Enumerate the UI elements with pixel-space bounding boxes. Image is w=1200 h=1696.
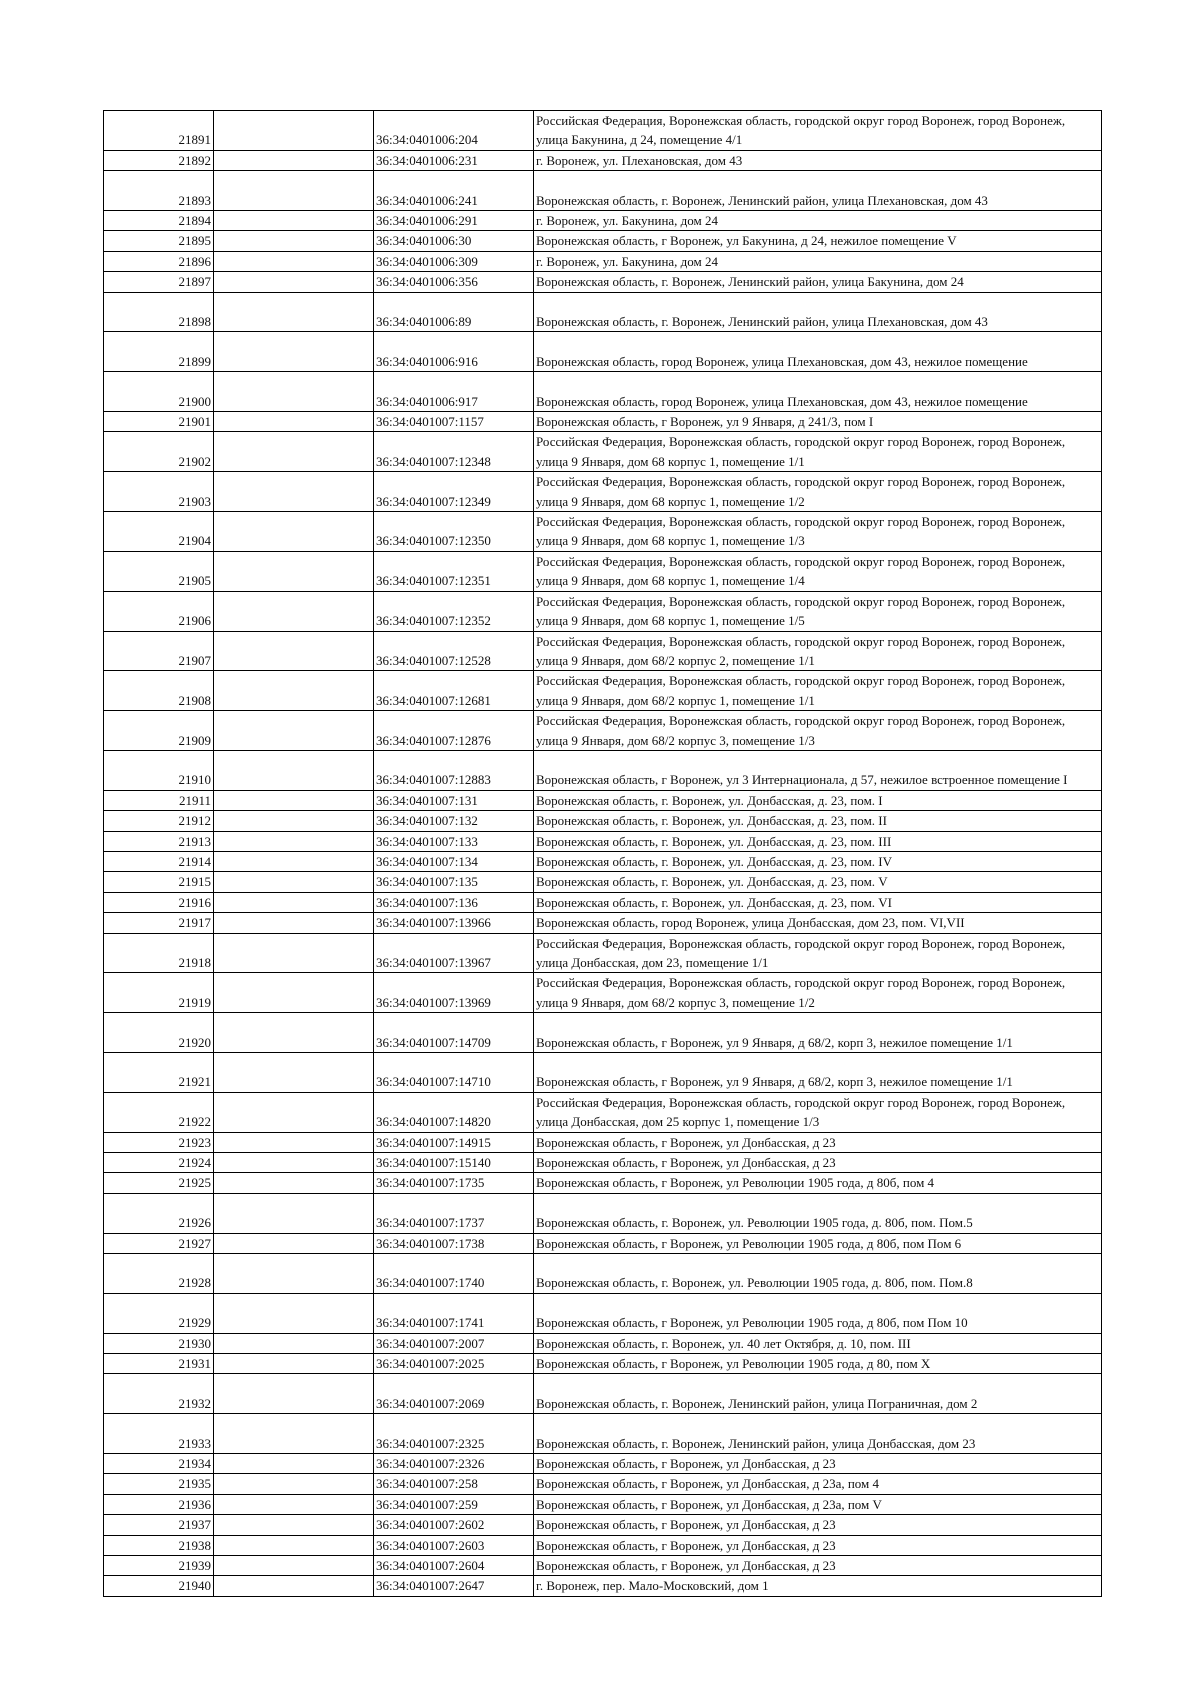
address-cell: Воронежская область, г. Воронеж, ул. Революции 1905 года, д. 80б, пом. Пом.8 — [534, 1254, 1102, 1294]
row-number-cell: 21919 — [104, 973, 214, 1013]
empty-cell — [214, 892, 374, 912]
cadastral-number-cell: 36:34:0401006:204 — [374, 111, 534, 151]
cadastral-number-cell: 36:34:0401006:89 — [374, 292, 534, 332]
empty-cell — [214, 372, 374, 412]
table-row — [104, 631, 1102, 671]
row-number-cell: 21912 — [104, 811, 214, 831]
address-cell: Воронежская область, г. Воронеж, ул. Революции 1905 года, д. 80б, пом. Пом.5 — [534, 1193, 1102, 1233]
row-number-cell: 21927 — [104, 1233, 214, 1253]
cadastral-number-cell: 36:34:0401007:136 — [374, 892, 534, 912]
table-row — [104, 211, 1102, 231]
empty-cell — [214, 1193, 374, 1233]
empty-cell — [214, 591, 374, 631]
cadastral-number-cell: 36:34:0401007:13967 — [374, 933, 534, 973]
row-number-cell: 21916 — [104, 892, 214, 912]
address-cell: Российская Федерация, Воронежская область, городской округ город Воронеж, город Воронеж, улица 9 Января, дом 68/2 корпус 3, помещение 1/3 — [534, 711, 1102, 751]
cadastral-number-cell: 36:34:0401007:134 — [374, 851, 534, 871]
address-cell: Российская Федерация, Воронежская область, городской округ город Воронеж, город Воронеж, улица Бакунина, д 24, помещение 4/1 — [534, 111, 1102, 151]
row-number-cell: 21914 — [104, 851, 214, 871]
row-number-cell: 21906 — [104, 591, 214, 631]
address-cell: Воронежская область, г Воронеж, ул Донбасская, д 23 — [534, 1454, 1102, 1474]
empty-cell — [214, 211, 374, 231]
address-cell: Воронежская область, г. Воронеж, ул. Донбасская, д. 23, пом. II — [534, 811, 1102, 831]
empty-cell — [214, 631, 374, 671]
table-row — [104, 1173, 1102, 1193]
address-cell: Воронежская область, г. Воронеж, ул. Донбасская, д. 23, пом. I — [534, 790, 1102, 810]
address-cell: Российская Федерация, Воронежская область, городской округ город Воронеж, город Воронеж, улица 9 Января, дом 68 корпус 1, помещение 1/4 — [534, 551, 1102, 591]
empty-cell — [214, 432, 374, 472]
row-number-cell: 21900 — [104, 372, 214, 412]
empty-cell — [214, 1576, 374, 1596]
table-row — [104, 790, 1102, 810]
address-cell: Воронежская область, г Воронеж, ул Революции 1905 года, д 80б, пом 4 — [534, 1173, 1102, 1193]
table-row — [104, 111, 1102, 151]
table-row — [104, 1132, 1102, 1152]
empty-cell — [214, 551, 374, 591]
empty-cell — [214, 851, 374, 871]
cadastral-number-cell: 36:34:0401007:12528 — [374, 631, 534, 671]
cadastral-number-cell: 36:34:0401006:231 — [374, 150, 534, 170]
row-number-cell: 21917 — [104, 913, 214, 933]
table-row — [104, 591, 1102, 631]
cadastral-number-cell: 36:34:0401006:30 — [374, 231, 534, 251]
row-number-cell: 21907 — [104, 631, 214, 671]
table-row — [104, 933, 1102, 973]
table-row — [104, 1013, 1102, 1053]
row-number-cell: 21924 — [104, 1153, 214, 1173]
cadastral-number-cell: 36:34:0401007:1157 — [374, 412, 534, 432]
address-cell: г. Воронеж, ул. Плехановская, дом 43 — [534, 150, 1102, 170]
address-cell: Российская Федерация, Воронежская область, городской округ город Воронеж, город Воронеж, улица 9 Января, дом 68 корпус 1, помещение 1/5 — [534, 591, 1102, 631]
table-row — [104, 1354, 1102, 1374]
empty-cell — [214, 412, 374, 432]
address-cell: Воронежская область, г Воронеж, ул Донбасская, д 23 — [534, 1556, 1102, 1576]
empty-cell — [214, 1494, 374, 1514]
address-cell: Воронежская область, г. Воронеж, ул. Донбасская, д. 23, пом. IV — [534, 851, 1102, 871]
cadastral-number-cell: 36:34:0401006:241 — [374, 171, 534, 211]
cadastral-number-cell: 36:34:0401007:2325 — [374, 1414, 534, 1454]
row-number-cell: 21932 — [104, 1374, 214, 1414]
row-number-cell: 21899 — [104, 332, 214, 372]
cadastral-number-cell: 36:34:0401007:2647 — [374, 1576, 534, 1596]
address-cell: Воронежская область, г Воронеж, ул Революции 1905 года, д 80, пом X — [534, 1354, 1102, 1374]
empty-cell — [214, 1092, 374, 1132]
empty-cell — [214, 1233, 374, 1253]
cadastral-number-cell: 36:34:0401007:131 — [374, 790, 534, 810]
address-cell: Воронежская область, г Воронеж, ул Донбасская, д 23 — [534, 1535, 1102, 1555]
empty-cell — [214, 1293, 374, 1333]
cadastral-number-cell: 36:34:0401007:14915 — [374, 1132, 534, 1152]
table-row — [104, 171, 1102, 211]
table-row — [104, 1153, 1102, 1173]
address-cell: Воронежская область, г Воронеж, ул Революции 1905 года, д 80б, пом Пом 6 — [534, 1233, 1102, 1253]
address-cell: Воронежская область, г. Воронеж, ул. Донбасская, д. 23, пом. V — [534, 872, 1102, 892]
table-row — [104, 251, 1102, 271]
cadastral-number-cell: 36:34:0401007:12348 — [374, 432, 534, 472]
empty-cell — [214, 1454, 374, 1474]
cadastral-number-cell: 36:34:0401007:12350 — [374, 512, 534, 552]
empty-cell — [214, 1254, 374, 1294]
row-number-cell: 21913 — [104, 831, 214, 851]
table-row — [104, 1556, 1102, 1576]
address-cell: Воронежская область, г Воронеж, ул Донбасская, д 23а, пом V — [534, 1494, 1102, 1514]
cadastral-number-cell: 36:34:0401007:1737 — [374, 1193, 534, 1233]
empty-cell — [214, 1535, 374, 1555]
cadastral-number-cell: 36:34:0401006:917 — [374, 372, 534, 412]
table-row — [104, 1233, 1102, 1253]
row-number-cell: 21908 — [104, 671, 214, 711]
table-row — [104, 1454, 1102, 1474]
registry-table-body — [104, 111, 1102, 1597]
cadastral-number-cell: 36:34:0401007:258 — [374, 1474, 534, 1494]
empty-cell — [214, 872, 374, 892]
cadastral-number-cell: 36:34:0401007:133 — [374, 831, 534, 851]
table-row — [104, 913, 1102, 933]
table-row — [104, 1494, 1102, 1514]
address-cell: Воронежская область, г. Воронеж, ул. Донбасская, д. 23, пом. III — [534, 831, 1102, 851]
cadastral-number-cell: 36:34:0401007:1738 — [374, 1233, 534, 1253]
cadastral-number-cell: 36:34:0401007:2602 — [374, 1515, 534, 1535]
address-cell: Российская Федерация, Воронежская область, городской округ город Воронеж, город Воронеж, улица 9 Января, дом 68/2 корпус 3, помещение 1/2 — [534, 973, 1102, 1013]
row-number-cell: 21920 — [104, 1013, 214, 1053]
empty-cell — [214, 1173, 374, 1193]
table-row — [104, 412, 1102, 432]
cadastral-number-cell: 36:34:0401007:1735 — [374, 1173, 534, 1193]
address-cell: Воронежская область, город Воронеж, улица Плехановская, дом 43, нежилое помещение — [534, 332, 1102, 372]
row-number-cell: 21918 — [104, 933, 214, 973]
row-number-cell: 21933 — [104, 1414, 214, 1454]
empty-cell — [214, 750, 374, 790]
address-cell: Российская Федерация, Воронежская область, городской округ город Воронеж, город Воронеж, улица 9 Января, дом 68 корпус 1, помещение 1/2 — [534, 472, 1102, 512]
row-number-cell: 21928 — [104, 1254, 214, 1294]
empty-cell — [214, 171, 374, 211]
row-number-cell: 21902 — [104, 432, 214, 472]
row-number-cell: 21938 — [104, 1535, 214, 1555]
empty-cell — [214, 150, 374, 170]
cadastral-number-cell: 36:34:0401007:2326 — [374, 1454, 534, 1474]
address-cell: Российская Федерация, Воронежская область, городской округ город Воронеж, город Воронеж, улица Донбасская, дом 25 корпус 1, помещение 1/3 — [534, 1092, 1102, 1132]
table-row — [104, 872, 1102, 892]
cadastral-number-cell: 36:34:0401007:15140 — [374, 1153, 534, 1173]
row-number-cell: 21936 — [104, 1494, 214, 1514]
address-cell: Воронежская область, город Воронеж, улица Плехановская, дом 43, нежилое помещение — [534, 372, 1102, 412]
cadastral-number-cell: 36:34:0401007:2069 — [374, 1374, 534, 1414]
table-row — [104, 512, 1102, 552]
table-row — [104, 1053, 1102, 1093]
row-number-cell: 21897 — [104, 272, 214, 292]
row-number-cell: 21931 — [104, 1354, 214, 1374]
row-number-cell: 21905 — [104, 551, 214, 591]
table-row — [104, 231, 1102, 251]
row-number-cell: 21901 — [104, 412, 214, 432]
row-number-cell: 21896 — [104, 251, 214, 271]
table-row — [104, 1333, 1102, 1353]
address-cell: Воронежская область, г Воронеж, ул Революции 1905 года, д 80б, пом Пом 10 — [534, 1293, 1102, 1333]
cadastral-number-cell: 36:34:0401006:291 — [374, 211, 534, 231]
address-cell: Воронежская область, город Воронеж, улица Донбасская, дом 23, пом. VI,VII — [534, 913, 1102, 933]
empty-cell — [214, 1474, 374, 1494]
row-number-cell: 21935 — [104, 1474, 214, 1494]
table-row — [104, 750, 1102, 790]
empty-cell — [214, 332, 374, 372]
address-cell: г. Воронеж, ул. Бакунина, дом 24 — [534, 211, 1102, 231]
cadastral-number-cell: 36:34:0401007:13969 — [374, 973, 534, 1013]
empty-cell — [214, 790, 374, 810]
empty-cell — [214, 1515, 374, 1535]
empty-cell — [214, 831, 374, 851]
table-row — [104, 1474, 1102, 1494]
empty-cell — [214, 913, 374, 933]
row-number-cell: 21904 — [104, 512, 214, 552]
table-row — [104, 1414, 1102, 1454]
table-row — [104, 1374, 1102, 1414]
cadastral-number-cell: 36:34:0401007:1740 — [374, 1254, 534, 1294]
address-cell: Воронежская область, г Воронеж, ул Донбасская, д 23 — [534, 1515, 1102, 1535]
empty-cell — [214, 1374, 374, 1414]
cadastral-number-cell: 36:34:0401007:14709 — [374, 1013, 534, 1053]
address-cell: Российская Федерация, Воронежская область, городской округ город Воронеж, город Воронеж, улица 9 Января, дом 68/2 корпус 2, помещение 1/1 — [534, 631, 1102, 671]
empty-cell — [214, 1132, 374, 1152]
address-cell: Российская Федерация, Воронежская область, городской округ город Воронеж, город Воронеж, улица 9 Января, дом 68 корпус 1, помещение 1/3 — [534, 512, 1102, 552]
row-number-cell: 21939 — [104, 1556, 214, 1576]
row-number-cell: 21930 — [104, 1333, 214, 1353]
row-number-cell: 21911 — [104, 790, 214, 810]
table-row — [104, 292, 1102, 332]
cadastral-number-cell: 36:34:0401007:14820 — [374, 1092, 534, 1132]
cadastral-number-cell: 36:34:0401007:12681 — [374, 671, 534, 711]
table-row — [104, 671, 1102, 711]
address-cell: Воронежская область, г Воронеж, ул Донбасская, д 23 — [534, 1132, 1102, 1152]
cadastral-number-cell: 36:34:0401007:13966 — [374, 913, 534, 933]
row-number-cell: 21937 — [104, 1515, 214, 1535]
empty-cell — [214, 933, 374, 973]
empty-cell — [214, 811, 374, 831]
address-cell: Воронежская область, г Воронеж, ул 9 Января, д 241/3, пом I — [534, 412, 1102, 432]
table-row — [104, 1515, 1102, 1535]
row-number-cell: 21910 — [104, 750, 214, 790]
empty-cell — [214, 251, 374, 271]
table-row — [104, 1092, 1102, 1132]
address-cell: Воронежская область, г Воронеж, ул 3 Интернационала, д 57, нежилое встроенное помещение I — [534, 750, 1102, 790]
table-row — [104, 851, 1102, 871]
cadastral-number-cell: 36:34:0401007:14710 — [374, 1053, 534, 1093]
empty-cell — [214, 1153, 374, 1173]
cadastral-number-cell: 36:34:0401007:259 — [374, 1494, 534, 1514]
table-row — [104, 811, 1102, 831]
table-row — [104, 551, 1102, 591]
empty-cell — [214, 1414, 374, 1454]
address-cell: Воронежская область, г. Воронеж, Ленинский район, улица Пограничная, дом 2 — [534, 1374, 1102, 1414]
cadastral-number-cell: 36:34:0401007:2025 — [374, 1354, 534, 1374]
row-number-cell: 21892 — [104, 150, 214, 170]
empty-cell — [214, 671, 374, 711]
row-number-cell: 21922 — [104, 1092, 214, 1132]
cadastral-number-cell: 36:34:0401007:12883 — [374, 750, 534, 790]
empty-cell — [214, 1354, 374, 1374]
address-cell: Российская Федерация, Воронежская область, городской округ город Воронеж, город Воронеж, улица Донбасская, дом 23, помещение 1/1 — [534, 933, 1102, 973]
cadastral-number-cell: 36:34:0401007:2007 — [374, 1333, 534, 1353]
table-row — [104, 332, 1102, 372]
table-row — [104, 372, 1102, 412]
cadastral-number-cell: 36:34:0401007:12349 — [374, 472, 534, 512]
table-row — [104, 272, 1102, 292]
row-number-cell: 21891 — [104, 111, 214, 151]
row-number-cell: 21898 — [104, 292, 214, 332]
row-number-cell: 21940 — [104, 1576, 214, 1596]
cadastral-number-cell: 36:34:0401007:132 — [374, 811, 534, 831]
empty-cell — [214, 111, 374, 151]
row-number-cell: 21934 — [104, 1454, 214, 1474]
empty-cell — [214, 711, 374, 751]
empty-cell — [214, 973, 374, 1013]
row-number-cell: 21909 — [104, 711, 214, 751]
table-row — [104, 1535, 1102, 1555]
property-registry-table — [103, 110, 1102, 1597]
address-cell: Воронежская область, г. Воронеж, Ленинский район, улица Плехановская, дом 43 — [534, 292, 1102, 332]
address-cell: Российская Федерация, Воронежская область, городской округ город Воронеж, город Воронеж, улица 9 Января, дом 68 корпус 1, помещение 1/1 — [534, 432, 1102, 472]
empty-cell — [214, 231, 374, 251]
table-row — [104, 892, 1102, 912]
address-cell: Воронежская область, г. Воронеж, ул. Донбасская, д. 23, пом. VI — [534, 892, 1102, 912]
empty-cell — [214, 1556, 374, 1576]
empty-cell — [214, 472, 374, 512]
row-number-cell: 21915 — [104, 872, 214, 892]
row-number-cell: 21923 — [104, 1132, 214, 1152]
table-row — [104, 711, 1102, 751]
row-number-cell: 21926 — [104, 1193, 214, 1233]
empty-cell — [214, 1053, 374, 1093]
address-cell: Воронежская область, г Воронеж, ул Донбасская, д 23а, пом 4 — [534, 1474, 1102, 1494]
address-cell: Воронежская область, г. Воронеж, ул. 40 лет Октября, д. 10, пом. III — [534, 1333, 1102, 1353]
empty-cell — [214, 1013, 374, 1053]
address-cell: Российская Федерация, Воронежская область, городской округ город Воронеж, город Воронеж, улица 9 Января, дом 68/2 корпус 1, помещение 1/1 — [534, 671, 1102, 711]
table-row — [104, 472, 1102, 512]
address-cell: г. Воронеж, пер. Мало-Московский, дом 1 — [534, 1576, 1102, 1596]
empty-cell — [214, 292, 374, 332]
table-row — [104, 150, 1102, 170]
empty-cell — [214, 512, 374, 552]
table-row — [104, 1576, 1102, 1596]
row-number-cell: 21893 — [104, 171, 214, 211]
row-number-cell: 21925 — [104, 1173, 214, 1193]
cadastral-number-cell: 36:34:0401006:309 — [374, 251, 534, 271]
table-row — [104, 432, 1102, 472]
empty-cell — [214, 272, 374, 292]
table-row — [104, 1254, 1102, 1294]
table-row — [104, 1293, 1102, 1333]
row-number-cell: 21921 — [104, 1053, 214, 1093]
address-cell: Воронежская область, г. Воронеж, Ленинский район, улица Донбасская, дом 23 — [534, 1414, 1102, 1454]
cadastral-number-cell: 36:34:0401007:135 — [374, 872, 534, 892]
address-cell: Воронежская область, г Воронеж, ул 9 Января, д 68/2, корп 3, нежилое помещение 1/1 — [534, 1013, 1102, 1053]
address-cell: Воронежская область, г Воронеж, ул Бакунина, д 24, нежилое помещение V — [534, 231, 1102, 251]
cadastral-number-cell: 36:34:0401007:12876 — [374, 711, 534, 751]
cadastral-number-cell: 36:34:0401007:1741 — [374, 1293, 534, 1333]
cadastral-number-cell: 36:34:0401007:2604 — [374, 1556, 534, 1576]
table-row — [104, 1193, 1102, 1233]
address-cell: Воронежская область, г Воронеж, ул 9 Января, д 68/2, корп 3, нежилое помещение 1/1 — [534, 1053, 1102, 1093]
empty-cell — [214, 1333, 374, 1353]
cadastral-number-cell: 36:34:0401007:2603 — [374, 1535, 534, 1555]
cadastral-number-cell: 36:34:0401006:916 — [374, 332, 534, 372]
table-row — [104, 831, 1102, 851]
row-number-cell: 21894 — [104, 211, 214, 231]
address-cell: г. Воронеж, ул. Бакунина, дом 24 — [534, 251, 1102, 271]
address-cell: Воронежская область, г Воронеж, ул Донбасская, д 23 — [534, 1153, 1102, 1173]
row-number-cell: 21929 — [104, 1293, 214, 1333]
table-row — [104, 973, 1102, 1013]
address-cell: Воронежская область, г. Воронеж, Ленинский район, улица Бакунина, дом 24 — [534, 272, 1102, 292]
cadastral-number-cell: 36:34:0401007:12351 — [374, 551, 534, 591]
cadastral-number-cell: 36:34:0401007:12352 — [374, 591, 534, 631]
cadastral-number-cell: 36:34:0401006:356 — [374, 272, 534, 292]
row-number-cell: 21903 — [104, 472, 214, 512]
row-number-cell: 21895 — [104, 231, 214, 251]
address-cell: Воронежская область, г. Воронеж, Ленинский район, улица Плехановская, дом 43 — [534, 171, 1102, 211]
